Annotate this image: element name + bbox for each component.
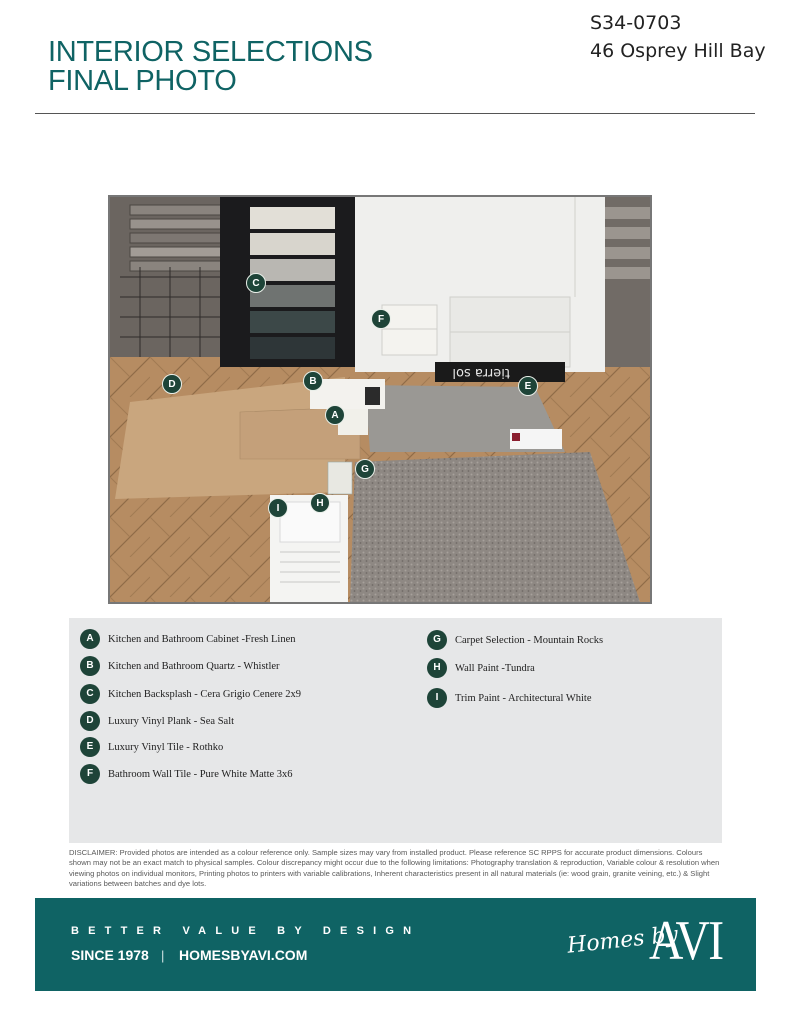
address: 46 Osprey Hill Bay — [590, 40, 766, 62]
legend-item-g — [427, 630, 603, 650]
legend-label: Kitchen and Bathroom Cabinet -Fresh Linen — [108, 633, 296, 645]
legend-badge: B — [80, 656, 100, 676]
title-line-2: FINAL PHOTO — [48, 65, 237, 97]
header-divider — [35, 113, 755, 114]
marker-f: F — [371, 309, 391, 329]
legend-label: Luxury Vinyl Plank - Sea Salt — [108, 715, 235, 727]
legend-item-e — [80, 737, 223, 757]
legend-label: Trim Paint - Architectural White — [455, 692, 592, 704]
footer-separator: | — [161, 948, 165, 963]
brand-strip-text: tierra sol — [452, 365, 510, 380]
legend-label: Luxury Vinyl Tile - Rothko — [108, 741, 224, 753]
lot-number: S34-0703 — [590, 12, 682, 34]
footer-since: SINCE 1978 — [71, 947, 149, 963]
legend-badge: E — [80, 737, 100, 757]
legend-item-a — [80, 629, 296, 649]
legend-label: Carpet Selection - Mountain Rocks — [455, 634, 604, 646]
marker-c: C — [246, 273, 266, 293]
legend-label: Bathroom Wall Tile - Pure White Matte 3x6 — [108, 768, 293, 780]
legend-badge: C — [80, 684, 100, 704]
legend-item-d — [80, 711, 234, 731]
footer-tagline: BETTER VALUE BY DESIGN — [71, 925, 421, 937]
footer-banner — [35, 898, 756, 991]
marker-e: E — [518, 376, 538, 396]
legend-badge: A — [80, 629, 100, 649]
lot-info — [590, 9, 766, 65]
legend-item-c — [80, 684, 301, 704]
brand-logo: AVI — [649, 910, 723, 972]
selections-legend — [69, 618, 722, 843]
page-title — [48, 38, 373, 96]
legend-label: Wall Paint -Tundra — [455, 662, 535, 674]
marker-b: B — [303, 371, 323, 391]
legend-item-b — [80, 656, 280, 676]
legend-badge: F — [80, 764, 100, 784]
title-line-1: INTERIOR SELECTIONS — [48, 36, 373, 68]
legend-badge: H — [427, 658, 447, 678]
legend-item-i — [427, 688, 591, 708]
selections-photo — [108, 195, 652, 604]
marker-a: A — [325, 405, 345, 425]
disclaimer-text: DISCLAIMER: Provided photos are intended as a colour reference only. Sample sizes may vary from installed product. Please reference SC RPPS for accurate product dimensions. Colours shown may not be an exact match to physical samples. Colour discrepancy might occur due to the following limitations: Photography translation & reproduction, Variable colour & resolution when viewing photos on individual monitors, Printing photos to printers with variable calibrations, Inherent characteristics present in all natural materials (ie: wood grain, granite veining, etc.) & Slight variations between batches and dye lots. — [69, 848, 720, 888]
marker-d: D — [162, 374, 182, 394]
legend-label: Kitchen and Bathroom Quartz - Whistler — [108, 660, 280, 672]
legend-item-h — [427, 658, 535, 678]
legend-badge: G — [427, 630, 447, 650]
legend-label: Kitchen Backsplash - Cera Grigio Cenere 2x9 — [108, 688, 302, 700]
marker-i: I — [268, 498, 288, 518]
footer-website-link[interactable]: HOMESBYAVI.COM — [179, 947, 308, 963]
logo-script-text: Homes by — [565, 922, 680, 959]
marker-h: H — [310, 493, 330, 513]
legend-item-f — [80, 764, 293, 784]
legend-badge: I — [427, 688, 447, 708]
selections-photo-illustration — [110, 197, 650, 602]
legend-badge: D — [80, 711, 100, 731]
marker-g: G — [355, 459, 375, 479]
